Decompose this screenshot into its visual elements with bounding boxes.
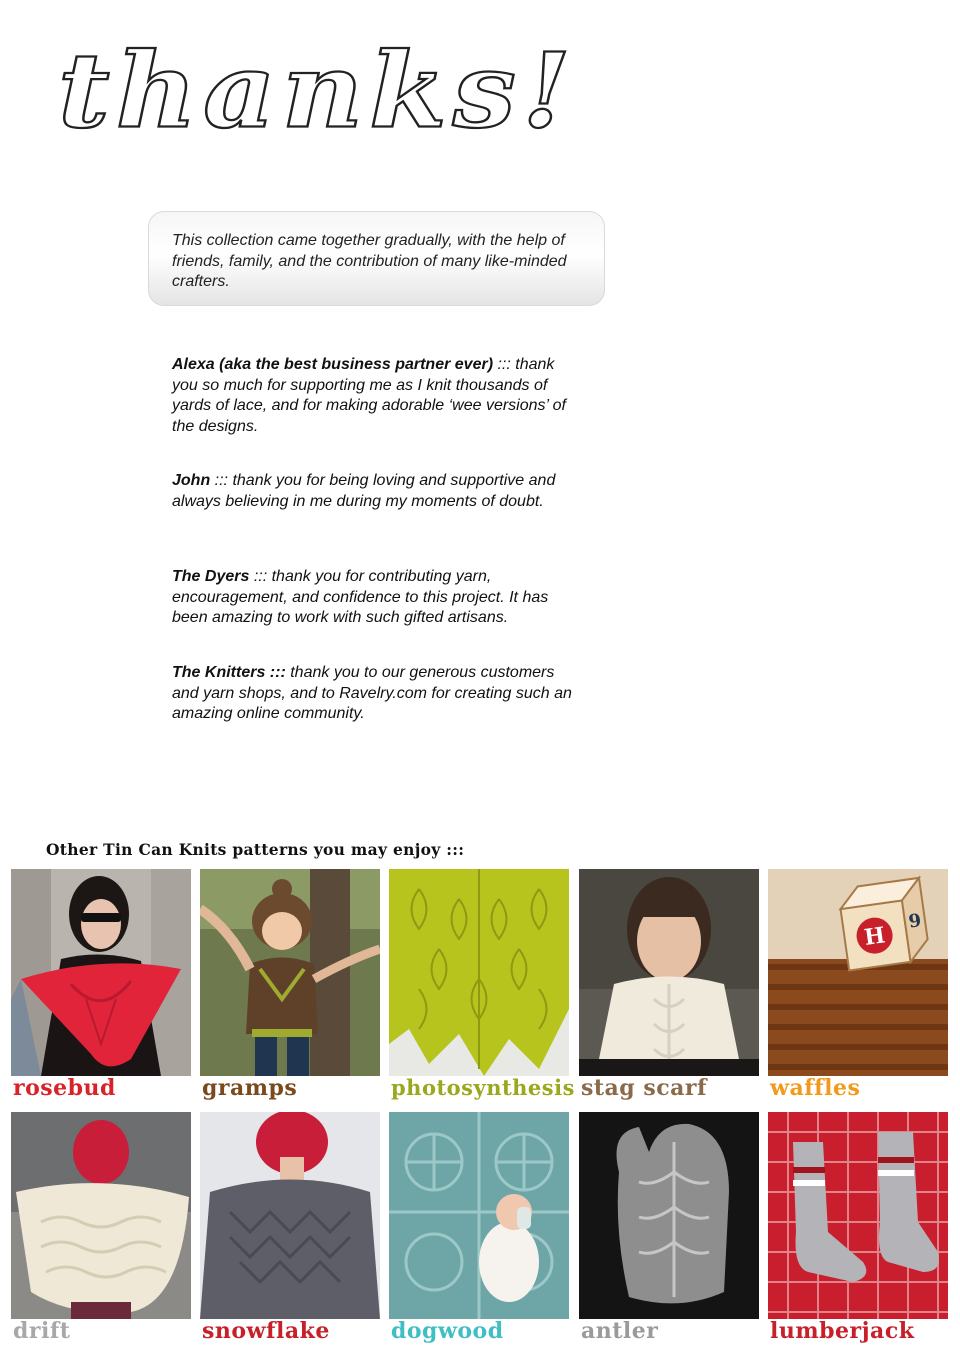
- pattern-photo-drift: [11, 1112, 191, 1319]
- pattern-photo-dogwood: [389, 1112, 569, 1319]
- pattern-photo-waffles: [768, 869, 948, 1076]
- pattern-label-rosebud: rosebud: [13, 1075, 116, 1101]
- pattern-photo-rosebud: [11, 869, 191, 1076]
- acknowledgement-name: John: [172, 472, 211, 489]
- other-patterns-heading: Other Tin Can Knits patterns you may enjoy :::: [46, 840, 465, 859]
- gramps-photo-image: [200, 869, 380, 1076]
- acknowledgement-text: ::: thank you so much for supporting me as I knit thousands of yards of lace, and for making adorable ‘wee versions’ of the designs.: [172, 356, 566, 435]
- photosynthesis-photo-image: [389, 869, 569, 1076]
- pattern-photo-lumberjack: [768, 1112, 948, 1319]
- drift-photo-image: [11, 1112, 191, 1319]
- pattern-label-drift: drift: [13, 1318, 71, 1344]
- pattern-tile-drift[interactable]: [11, 1112, 191, 1344]
- acknowledgement-alexa: [172, 355, 582, 437]
- pattern-tile-rosebud[interactable]: [11, 869, 191, 1101]
- pattern-label-dogwood: dogwood: [391, 1318, 504, 1344]
- pattern-tile-stag-scarf[interactable]: [579, 869, 759, 1101]
- antler-photo-image: [579, 1112, 759, 1319]
- acknowledgement-name: The Knitters :::: [172, 664, 286, 681]
- pattern-photo-photosynthesis: [389, 869, 569, 1076]
- lumberjack-photo-image: [768, 1112, 948, 1319]
- pattern-tile-gramps[interactable]: [200, 869, 380, 1101]
- pattern-tile-antler[interactable]: [579, 1112, 759, 1344]
- pattern-photo-stag-scarf: [579, 869, 759, 1076]
- pattern-label-gramps: gramps: [202, 1075, 298, 1101]
- pattern-tile-snowflake[interactable]: [200, 1112, 380, 1344]
- svg-text:9: 9: [907, 910, 923, 933]
- pattern-label-waffles: waffles: [770, 1075, 861, 1101]
- pattern-photo-gramps: [200, 869, 380, 1076]
- dogwood-photo-image: [389, 1112, 569, 1319]
- acknowledgement-text: thank you to our generous customers and yarn shops, and to Ravelry.com for creating such an amazing online community.: [172, 664, 572, 722]
- waffles-photo-image: [768, 869, 948, 1076]
- page-title: thanks!: [58, 30, 577, 152]
- snowflake-photo-image: [200, 1112, 380, 1319]
- acknowledgement-name: Alexa (aka the best business partner ever): [172, 356, 494, 373]
- svg-text:H: H: [862, 922, 887, 951]
- intro-text: This collection came together gradually, with the help of friends, family, and the contribution of many like-minded crafters.: [172, 232, 567, 290]
- pattern-tile-waffles[interactable]: [768, 869, 948, 1101]
- pattern-label-antler: antler: [581, 1318, 659, 1344]
- pattern-label-photosynthesis: photosynthesis: [391, 1075, 575, 1100]
- pattern-photo-snowflake: [200, 1112, 380, 1319]
- pattern-tile-photosynthesis[interactable]: [389, 869, 575, 1101]
- acknowledgement-text: ::: thank you for being loving and supportive and always believing in me during my moments of doubt.: [172, 472, 556, 510]
- rosebud-photo-image: [11, 869, 191, 1076]
- stag-scarf-photo-image: [579, 869, 759, 1076]
- pattern-photo-antler: [579, 1112, 759, 1319]
- pattern-label-lumberjack: lumberjack: [770, 1318, 915, 1344]
- acknowledgement-dyers: [172, 567, 582, 629]
- acknowledgement-text: ::: thank you for contributing yarn, encouragement, and confidence to this project. It has been amazing to work with such gifted artisans.: [172, 568, 549, 626]
- acknowledgement-knitters: [172, 663, 582, 725]
- acknowledgement-name: The Dyers: [172, 568, 250, 585]
- pattern-tile-lumberjack[interactable]: [768, 1112, 948, 1344]
- acknowledgement-john: [172, 471, 582, 512]
- pattern-label-snowflake: snowflake: [202, 1318, 330, 1344]
- pattern-label-stag-scarf: stag scarf: [581, 1075, 707, 1101]
- intro-box: [148, 211, 605, 306]
- pattern-tile-dogwood[interactable]: [389, 1112, 569, 1344]
